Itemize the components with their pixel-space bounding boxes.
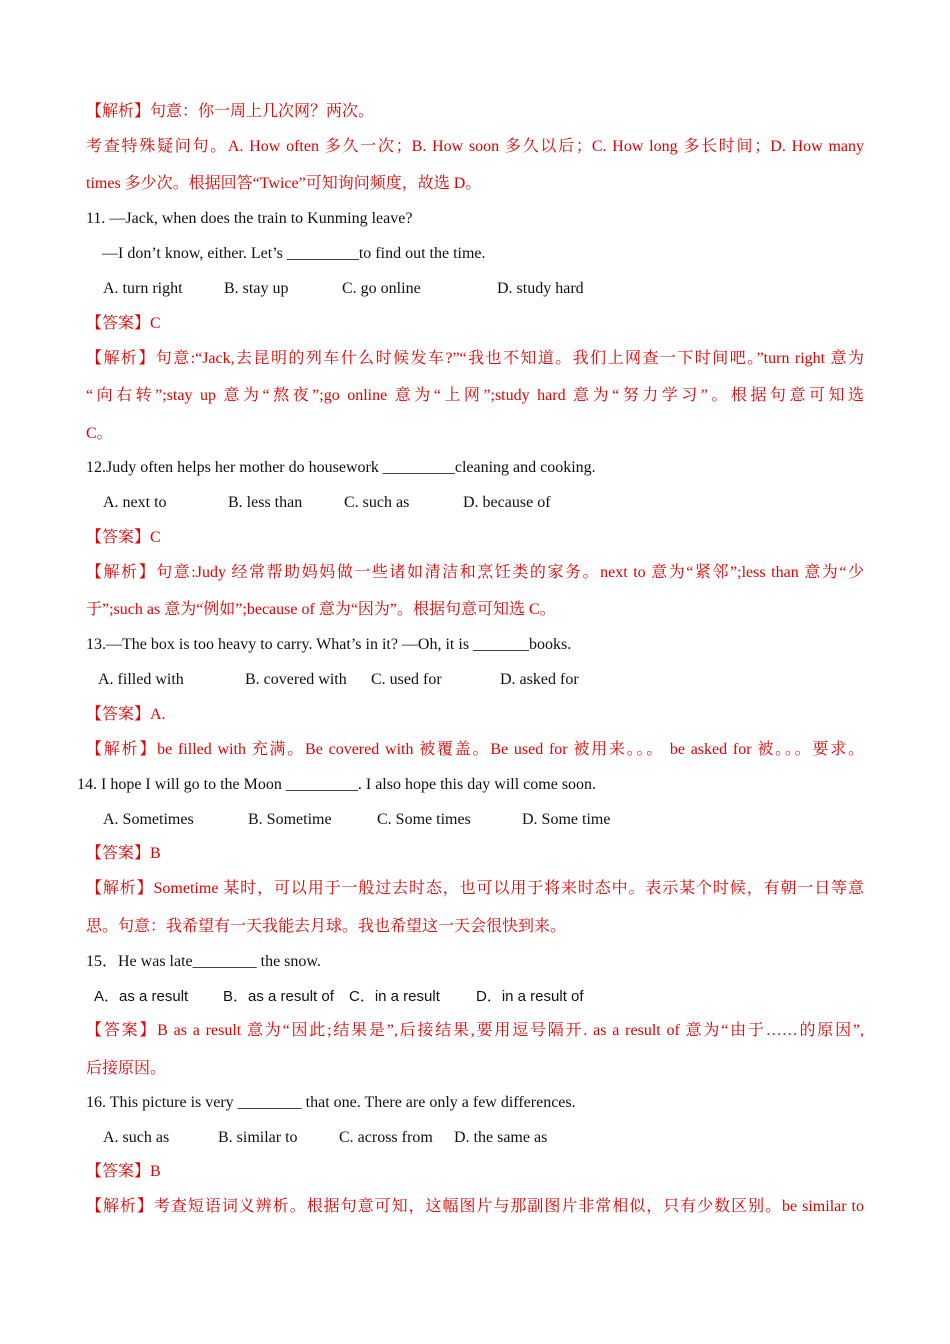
- q15-answer-analysis-line-1: 【答案】B as a result 意为“因此;结果是”,后接结果,要用逗号隔开. as a result of 意为“由于……的原因”,: [86, 1022, 864, 1039]
- q11-stem-reply: —I don’t know, either. Let’s _________to find out the time.: [102, 245, 486, 262]
- q13-option-b: B. covered with: [245, 671, 347, 688]
- q15-option-d: D．in a result of: [476, 988, 584, 1005]
- q14-analysis-line-2: 思。句意：我希望有一天我能去月球。我也希望这一天会很快到来。: [86, 918, 567, 935]
- q13-option-a: A. filled with: [98, 671, 184, 688]
- q11-stem: 11. —Jack, when does the train to Kunming leave?: [86, 210, 413, 227]
- q14-option-a: A. Sometimes: [103, 811, 194, 828]
- q16-option-b: B. similar to: [218, 1129, 298, 1146]
- q13-option-c: C. used for: [371, 671, 442, 688]
- q12-stem: 12.Judy often helps her mother do housework _________cleaning and cooking.: [86, 459, 596, 476]
- q13-option-d: D. asked for: [500, 671, 579, 688]
- q16-answer: 【答案】B: [86, 1163, 161, 1180]
- q10-analysis-line-2: 考查特殊疑问句。A. How often 多久一次；B. How soon 多久以后；C. How long 多长时间；D. How many: [86, 138, 864, 155]
- q15-option-c: C．in a result: [349, 988, 440, 1005]
- q11-analysis-line-1: 【解析】句意:“Jack,去昆明的列车什么时候发车?”“我也不知道。我们上网查一下时间吧。”turn right 意为: [86, 350, 864, 367]
- q10-analysis-line-3: times 多少次。根据回答“Twice”可知询问频度，故选 D。: [86, 175, 482, 192]
- q12-option-d: D. because of: [463, 494, 551, 511]
- q11-option-b: B. stay up: [224, 280, 289, 297]
- q13-stem: 13.—The box is too heavy to carry. What’s in it? —Oh, it is _______books.: [86, 636, 572, 653]
- q15-stem: 15．He was late________ the snow.: [86, 953, 321, 970]
- q11-option-a: A. turn right: [103, 280, 183, 297]
- q15-option-b: B．as a result of: [223, 988, 334, 1005]
- q15-option-a: A．as a result: [94, 988, 189, 1005]
- q12-analysis-line-2: 于”;such as 意为“例如”;because of 意为“因为”。根据句意可知选 C。: [86, 601, 556, 618]
- q14-option-d: D. Some time: [522, 811, 611, 828]
- q11-analysis-line-2: “向右转”;stay up 意为“熬夜”;go online 意为“上网”;study hard 意为“努力学习”。根据句意可知选: [86, 387, 864, 404]
- q12-option-b: B. less than: [228, 494, 303, 511]
- q10-analysis-line-1: 【解析】句意：你一周上几次网？两次。: [86, 103, 375, 120]
- q13-analysis-line-1: 【解析】be filled with 充满。Be covered with 被覆盖。Be used for 被用来。。。 be asked for 被。。。要求。: [86, 741, 864, 758]
- q12-answer: 【答案】C: [86, 529, 161, 546]
- q11-option-c: C. go online: [342, 280, 421, 297]
- q14-answer: 【答案】B: [86, 845, 161, 862]
- q14-option-c: C. Some times: [377, 811, 471, 828]
- q14-analysis-line-1: 【解析】Sometime 某时，可以用于一般过去时态，也可以用于将来时态中。表示某个时候，有朝一日等意: [86, 880, 864, 897]
- q12-option-c: C. such as: [344, 494, 410, 511]
- q14-option-b: B. Sometime: [248, 811, 332, 828]
- q12-analysis-line-1: 【解析】句意:Judy 经常帮助妈妈做一些诸如清洁和烹饪类的家务。next to 意为“紧邻”;less than 意为“少: [86, 564, 864, 581]
- q12-option-a: A. next to: [103, 494, 167, 511]
- q11-option-d: D. study hard: [497, 280, 584, 297]
- q13-answer: 【答案】A.: [86, 706, 166, 723]
- q16-analysis-line-1: 【解析】考查短语词义辨析。根据句意可知，这幅图片与那副图片非常相似，只有少数区别。be similar to: [86, 1198, 864, 1215]
- q14-stem: 14. I hope I will go to the Moon _________. I also hope this day will come soon.: [77, 776, 597, 793]
- q16-option-a: A. such as: [103, 1129, 170, 1146]
- q15-answer-analysis-line-2: 后接原因。: [86, 1060, 167, 1077]
- q16-stem: 16. This picture is very ________ that one. There are only a few differences.: [86, 1094, 576, 1111]
- q11-analysis-line-3: C。: [86, 425, 113, 442]
- q16-option-d: D. the same as: [454, 1129, 548, 1146]
- q11-answer: 【答案】C: [86, 315, 161, 332]
- q16-option-c: C. across from: [339, 1129, 433, 1146]
